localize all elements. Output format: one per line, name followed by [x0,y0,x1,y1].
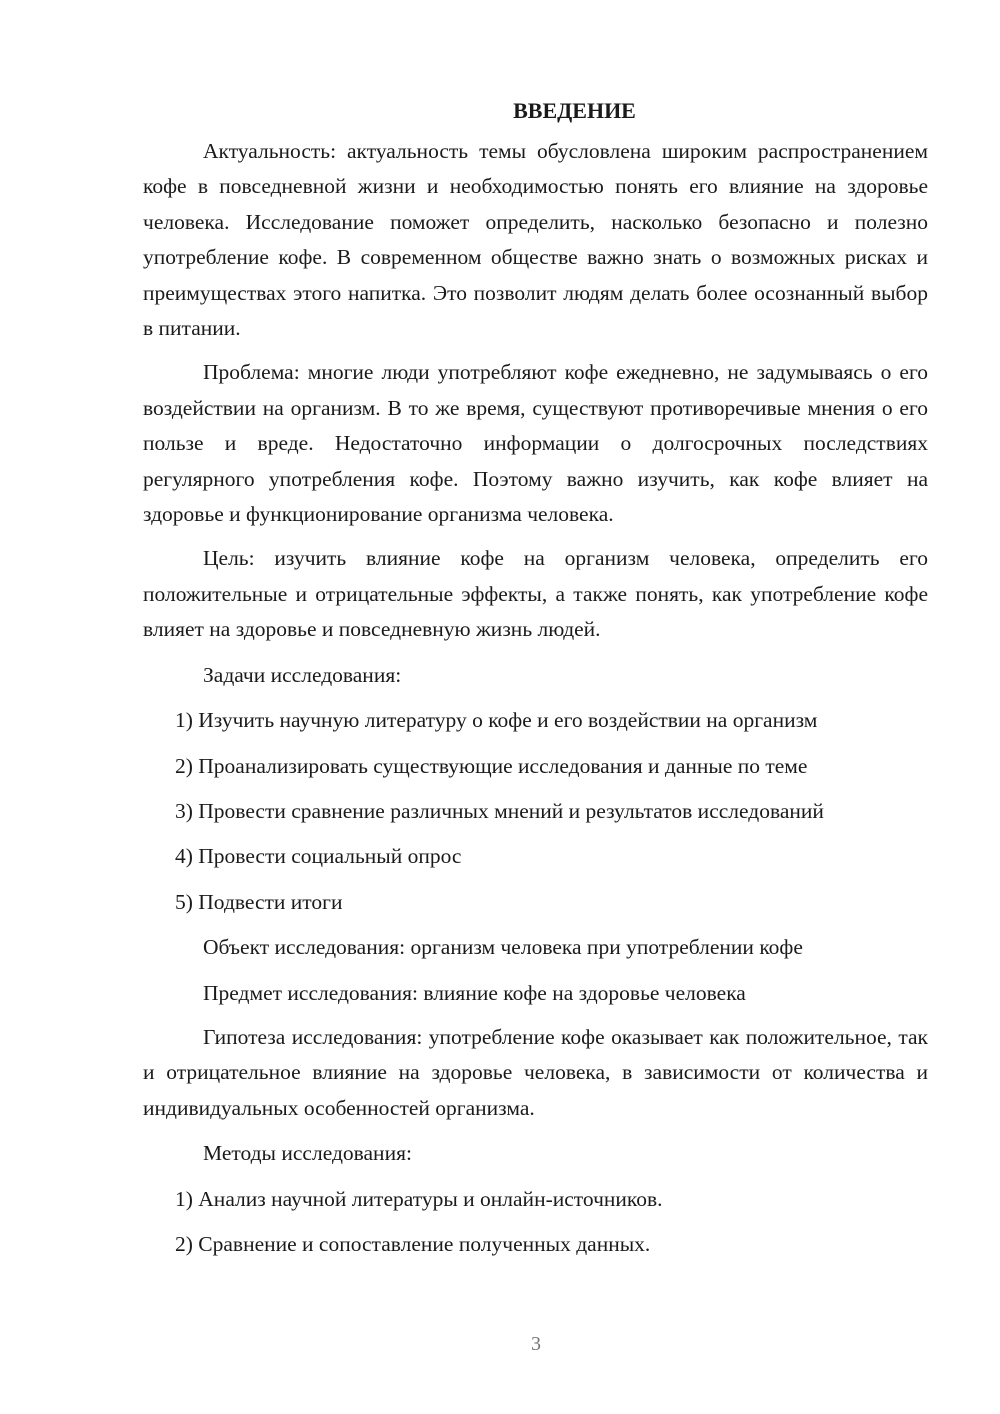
methods-title: Методы исследования: [203,1141,412,1166]
list-item: 3) Провести сравнение различных мнений и результатов исследований [175,798,824,823]
section-heading: ВВЕДЕНИЕ [513,98,636,123]
document-page [143,96,928,1262]
tasks-title: Задачи исследования: [203,662,402,687]
goal-paragraph: Цель: изучить влияние кофе на организм человека, определить его положительные и отрицательные эффекты, а также понять, как употребление кофе влияет на здоровье и повседневную жизнь людей. [143,546,928,642]
list-item: 2) Сравнение и сопоставление полученных данных. [175,1231,651,1256]
subject-line: Предмет исследования: влияние кофе на здоровье человека [203,980,746,1005]
methods-list [143,1182,928,1263]
list-item: 4) Провести социальный опрос [175,844,462,869]
relevance-paragraph: Актуальность: актуальность темы обусловлена широким распространением кофе в повседневной жизни и необходимостью понять его влияние на здоровье человека. Исследование поможет определить, насколько безопасно и полезно употребление кофе. В современном обществе важно знать о возможных рисках и преимуществах этого напитка. Это позволит людям делать более осознанный выбор в питании. [143,139,928,341]
list-item: 2) Проанализировать существующие исследования и данные по теме [175,753,808,778]
object-line: Объект исследования: организм человека при употреблении кофе [203,935,803,960]
list-item: 5) Подвести итоги [175,889,343,914]
list-item: 1) Изучить научную литературу о кофе и его воздействии на организм [175,708,818,733]
list-item: 1) Анализ научной литературы и онлайн-источников. [175,1186,663,1211]
page-number: 3 [531,1333,541,1355]
problem-paragraph: Проблема: многие люди употребляют кофе ежедневно, не задумываясь о его воздействии на организм. В то же время, существуют противоречивые мнения о его пользе и вреде. Недостаточно информации о долгосрочных последствиях регулярного употребления кофе. Поэтому важно изучить, как кофе влияет на здоровье и функционирование организма человека. [143,360,928,527]
hypothesis-paragraph: Гипотеза исследования: употребление кофе оказывает как положительное, так и отрицательное влияние на здоровье человека, в зависимости от количества и индивидуальных особенностей организма. [143,1024,928,1120]
tasks-list [143,703,928,920]
